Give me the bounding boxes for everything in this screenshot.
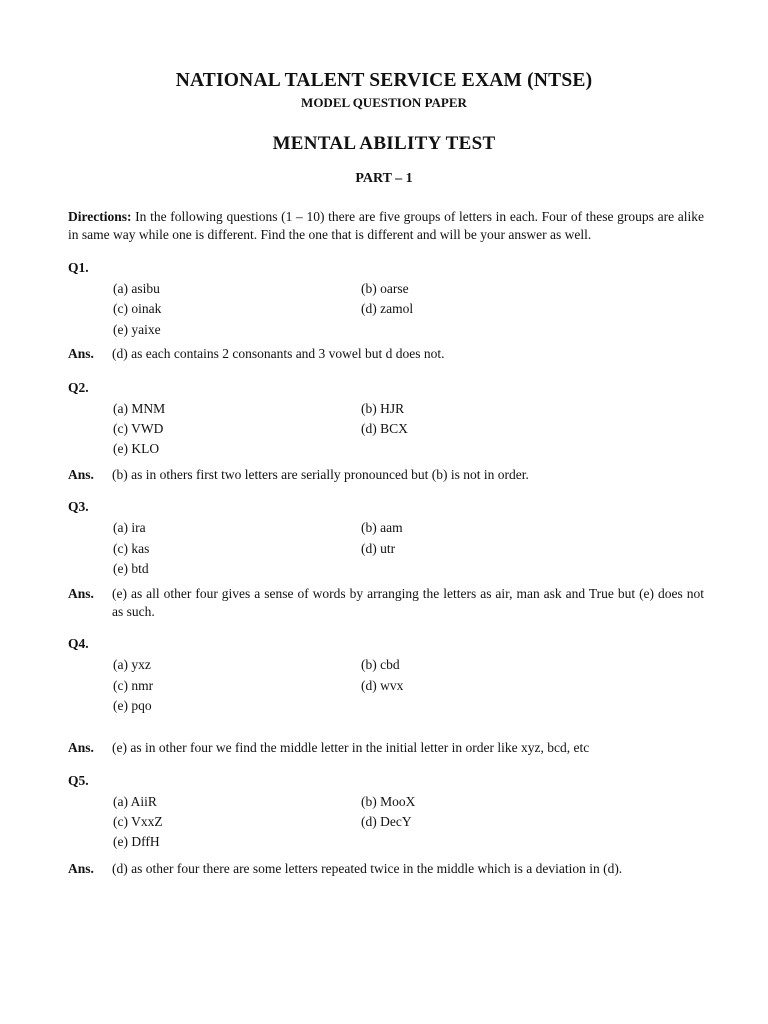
question-number: Q2. [68, 380, 89, 395]
test-heading: MENTAL ABILITY TEST [272, 133, 496, 154]
directions-text: In the following questions (1 – 10) there are five groups of letters in each. Four of these groups are alike in same way while one is different. Find the one that is different and will be your answer as well. [68, 209, 704, 242]
option: (b) aam [361, 520, 403, 535]
option: (e) yaixe [113, 322, 161, 337]
option: (c) VxxZ [113, 814, 163, 829]
option: (a) yxz [113, 657, 151, 672]
option: (e) KLO [113, 441, 160, 456]
page-subtitle: MODEL QUESTION PAPER [301, 95, 467, 110]
question-number: Q1. [68, 260, 89, 275]
answer-label: Ans. [68, 467, 94, 482]
answer-text: (b) as in others first two letters are serially pronounced but (b) is not in order. [112, 467, 529, 482]
directions-label: Directions: [68, 209, 132, 224]
directions-paragraph [68, 208, 704, 244]
option: (a) MNM [113, 401, 166, 416]
option: (b) cbd [361, 657, 400, 672]
option: (a) ira [113, 520, 146, 535]
option: (b) MooX [361, 794, 416, 809]
answer-label: Ans. [68, 586, 94, 601]
answer-text: (e) as all other four gives a sense of words by arranging the letters as air, man ask and True but (e) does not as such. [112, 586, 704, 619]
option: (d) wvx [361, 678, 404, 693]
option: (a) asibu [113, 281, 160, 296]
option: (b) HJR [361, 401, 405, 416]
option: (e) DffH [113, 834, 160, 849]
question-number: Q3. [68, 499, 89, 514]
option: (d) BCX [361, 421, 408, 436]
option: (b) oarse [361, 281, 409, 296]
option: (d) DecY [361, 814, 412, 829]
answer-label: Ans. [68, 740, 94, 755]
page-title: NATIONAL TALENT SERVICE EXAM (NTSE) [175, 70, 593, 91]
option: (d) zamol [361, 301, 414, 316]
option: (c) oinak [113, 301, 162, 316]
option: (c) kas [113, 541, 150, 556]
answer-label: Ans. [68, 346, 94, 361]
option: (c) VWD [113, 421, 164, 436]
question-number: Q5. [68, 773, 89, 788]
option: (a) AiiR [113, 794, 157, 809]
question-number: Q4. [68, 636, 89, 651]
answer-label: Ans. [68, 861, 94, 876]
answer-text: (d) as each contains 2 consonants and 3 vowel but d does not. [112, 346, 445, 361]
part-heading: PART – 1 [355, 171, 413, 186]
answer-text: (d) as other four there are some letters repeated twice in the middle which is a deviation in (d). [112, 861, 623, 876]
option: (e) pqo [113, 698, 152, 713]
option: (d) utr [361, 541, 396, 556]
answer-text: (e) as in other four we find the middle letter in the initial letter in order like xyz, bcd, etc [112, 740, 590, 755]
option: (e) btd [113, 561, 149, 576]
option: (c) nmr [113, 678, 154, 693]
